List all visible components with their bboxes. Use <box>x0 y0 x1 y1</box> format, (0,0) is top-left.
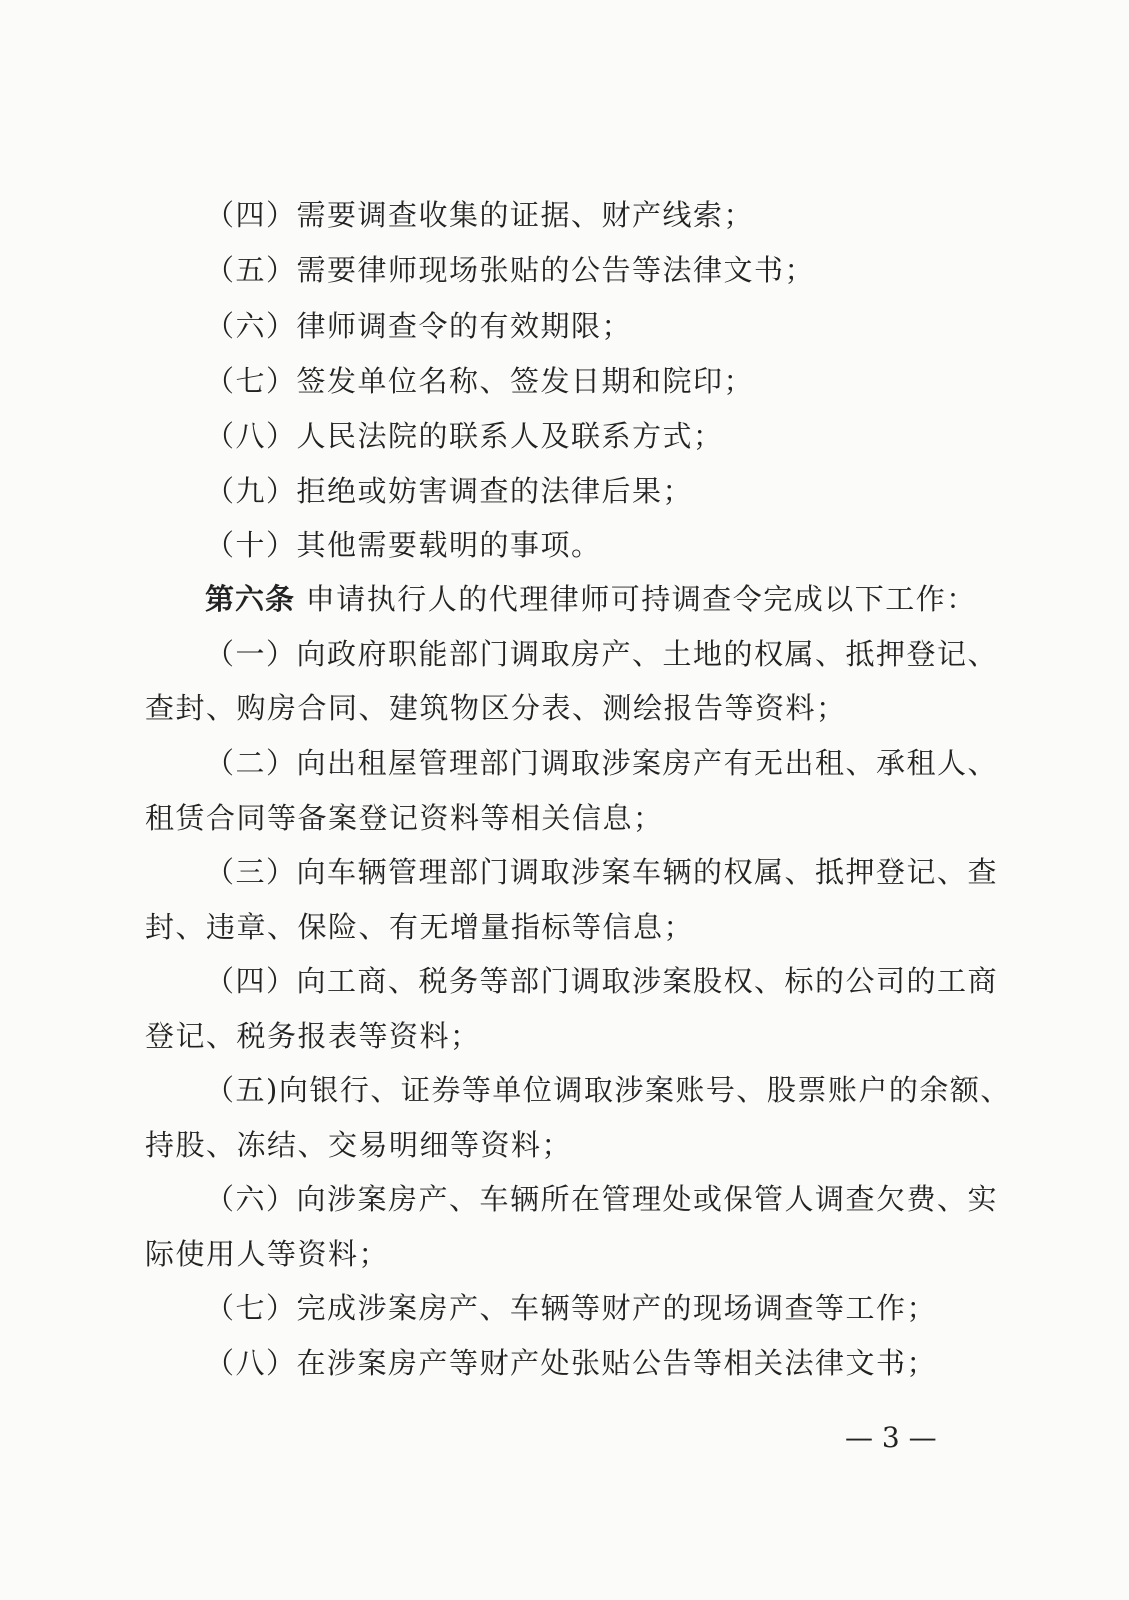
list-item-7: （七）签发单位名称、签发日期和院印； <box>205 364 755 398</box>
article-label: 第六条 <box>205 582 296 616</box>
work-item-3: （三）向车辆管理部门调取涉案车辆的权属、抵押登记、查 <box>205 855 999 889</box>
work-item-1: （一）向政府职能部门调取房产、土地的权属、抵押登记、 <box>205 637 999 671</box>
page-number: — 3 — <box>845 1421 937 1454</box>
work-item-4-continued: 登记、税务报表等资料； <box>145 1019 481 1053</box>
work-item-6-continued: 际使用人等资料； <box>145 1237 390 1271</box>
work-item-5-continued: 持股、冻结、交易明细等资料； <box>145 1128 573 1162</box>
work-item-3-continued: 封、违章、保险、有无增量指标等信息； <box>145 910 695 944</box>
list-item-4: （四）需要调查收集的证据、财产线索； <box>205 198 755 232</box>
article-six-heading <box>205 579 1035 619</box>
list-item-8: （八）人民法院的联系人及联系方式； <box>205 419 724 453</box>
work-item-1-continued: 查封、购房合同、建筑物区分表、测绘报告等资料； <box>145 691 847 725</box>
work-item-5: （五)向银行、证券等单位调取涉案账号、股票账户的余额、 <box>205 1073 1011 1107</box>
work-item-6: （六）向涉案房产、车辆所在管理处或保管人调查欠费、实 <box>205 1182 999 1216</box>
list-item-10: （十）其他需要载明的事项。 <box>205 528 602 562</box>
work-item-4: （四）向工商、税务等部门调取涉案股权、标的公司的工商 <box>205 964 999 998</box>
work-item-8: （八）在涉案房产等财产处张贴公告等相关法律文书； <box>205 1346 938 1380</box>
work-item-2-continued: 租赁合同等备案登记资料等相关信息； <box>145 801 664 835</box>
list-item-9: （九）拒绝或妨害调查的法律后果； <box>205 474 694 508</box>
list-item-5: （五）需要律师现场张贴的公告等法律文书； <box>205 253 816 287</box>
work-item-7: （七）完成涉案房产、车辆等财产的现场调查等工作； <box>205 1291 938 1325</box>
work-item-2: （二）向出租屋管理部门调取涉案房产有无出租、承租人、 <box>205 746 999 780</box>
list-item-6: （六）律师调查令的有效期限； <box>205 309 633 343</box>
article-text: 申请执行人的代理律师可持调查令完成以下工作： <box>295 582 977 616</box>
